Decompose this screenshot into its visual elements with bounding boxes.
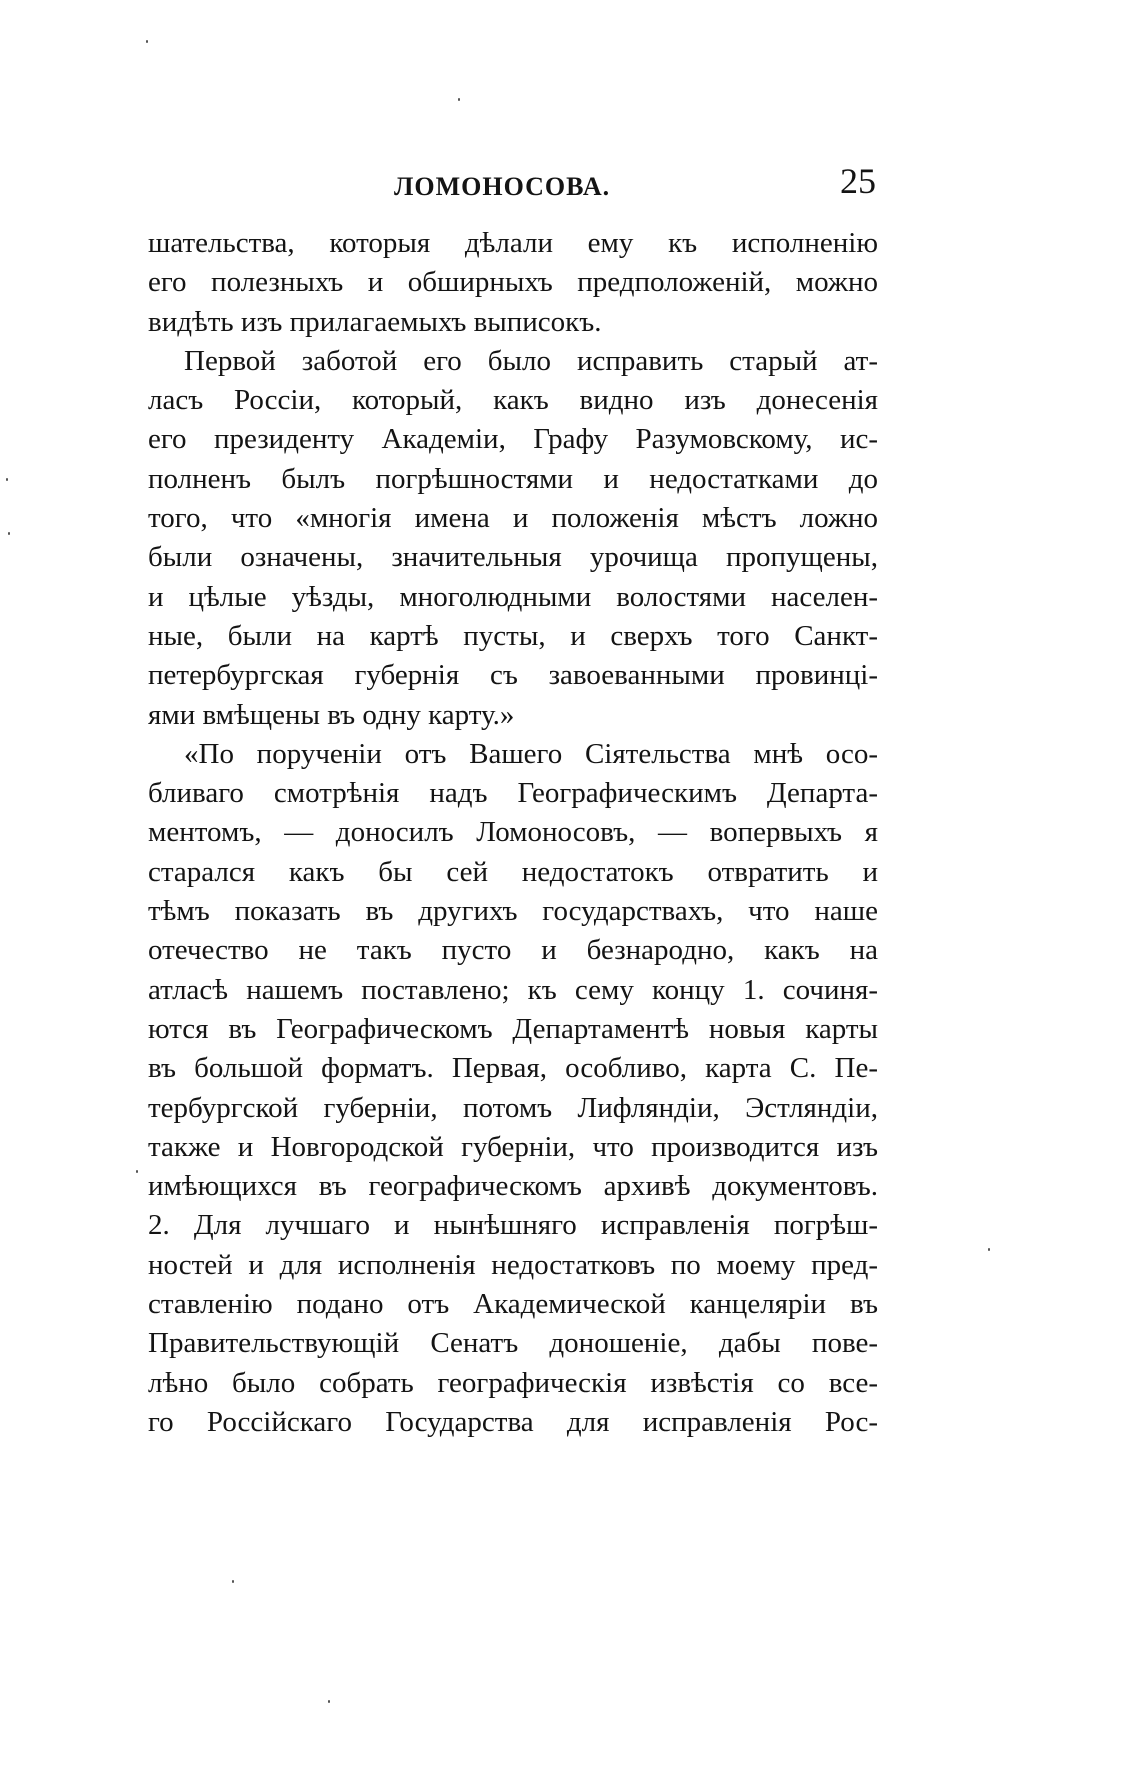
- scan-speck: [6, 478, 8, 481]
- text-line: атласѣ нашемъ поставлено; къ сему концу 1. сочиня-: [148, 973, 878, 1006]
- text-line: его полезныхъ и обширныхъ предположеній, можно: [148, 266, 878, 299]
- text-line: видѣть изъ прилагаемыхъ выписокъ.: [148, 305, 602, 338]
- text-line: 2. Для лучшаго и нынѣшняго исправленія погрѣш-: [148, 1209, 878, 1242]
- text-line: тѣмъ показать въ другихъ государствахъ, что наше: [148, 895, 878, 928]
- text-line: полненъ былъ погрѣшностями и недостатками до: [148, 462, 878, 495]
- text-line: ментомъ, — доносилъ Ломоносовъ, — вопервыхъ я: [148, 816, 878, 849]
- scan-speck: [328, 1700, 330, 1703]
- scan-speck: [458, 98, 460, 101]
- text-line: ласъ Россіи, который, какъ видно изъ донесенія: [148, 384, 878, 417]
- text-line: ставленію подано отъ Академической канцеляріи въ: [148, 1288, 878, 1321]
- text-line: Первой заботой его было исправить старый ат-: [184, 344, 878, 377]
- page-header: [148, 160, 878, 208]
- scan-speck: [8, 532, 10, 535]
- text-line: шательства, которыя дѣлали ему къ исполненію: [148, 227, 878, 259]
- text-line: бливаго смотрѣнія надъ Географическимъ Департа-: [148, 777, 878, 810]
- text-line: ностей и для исполненія недостатковъ по моему пред-: [148, 1248, 878, 1281]
- scan-speck: [232, 1580, 234, 1583]
- text-line: Правительствующій Сенатъ доношеніе, дабы пове-: [148, 1327, 878, 1360]
- text-line: отечество не такъ пусто и безнародно, какъ на: [148, 934, 878, 967]
- body-text: [148, 224, 878, 1442]
- scan-speck: [136, 1170, 138, 1173]
- text-line: были означены, значительныя урочища пропущены,: [148, 541, 878, 574]
- text-line: «По порученіи отъ Вашего Сіятельства мнѣ осо-: [184, 737, 878, 770]
- text-line: въ большой форматъ. Первая, особливо, карта С. Пе-: [148, 1052, 878, 1085]
- text-line: тербургской губерніи, потомъ Лифляндіи, Эстляндіи,: [148, 1091, 878, 1124]
- text-line: ями вмѣщены въ одну карту.»: [148, 698, 515, 731]
- running-head: ЛОМОНОСОВА.: [394, 172, 611, 201]
- scan-speck: [988, 1248, 990, 1251]
- text-line: старался какъ бы сей недостатокъ отвратить и: [148, 855, 878, 888]
- page-number: 25: [840, 161, 876, 201]
- text-line: того, что «многія имена и положенія мѣстъ ложно: [148, 502, 878, 535]
- text-line: ются въ Географическомъ Департаментѣ новыя карты: [148, 1012, 878, 1045]
- text-line: ные, были на картѣ пусты, и сверхъ того Санкт-: [148, 619, 878, 652]
- text-line: его президенту Академіи, Графу Разумовскому, ис-: [148, 423, 878, 456]
- text-line: имѣющихся въ географическомъ архивѣ документовъ.: [148, 1170, 878, 1203]
- text-line: го Россійскаго Государства для исправленія Рос-: [148, 1405, 878, 1438]
- text-line: петербургская губернія съ завоеванными провинці-: [148, 659, 878, 692]
- text-line: также и Новгородской губерніи, что производится изъ: [148, 1130, 878, 1163]
- text-line: и цѣлые уѣзды, многолюдными волостями населен-: [148, 580, 878, 613]
- scan-speck: [146, 40, 148, 43]
- text-line: лѣно было собрать географическія извѣстія со все-: [148, 1366, 878, 1399]
